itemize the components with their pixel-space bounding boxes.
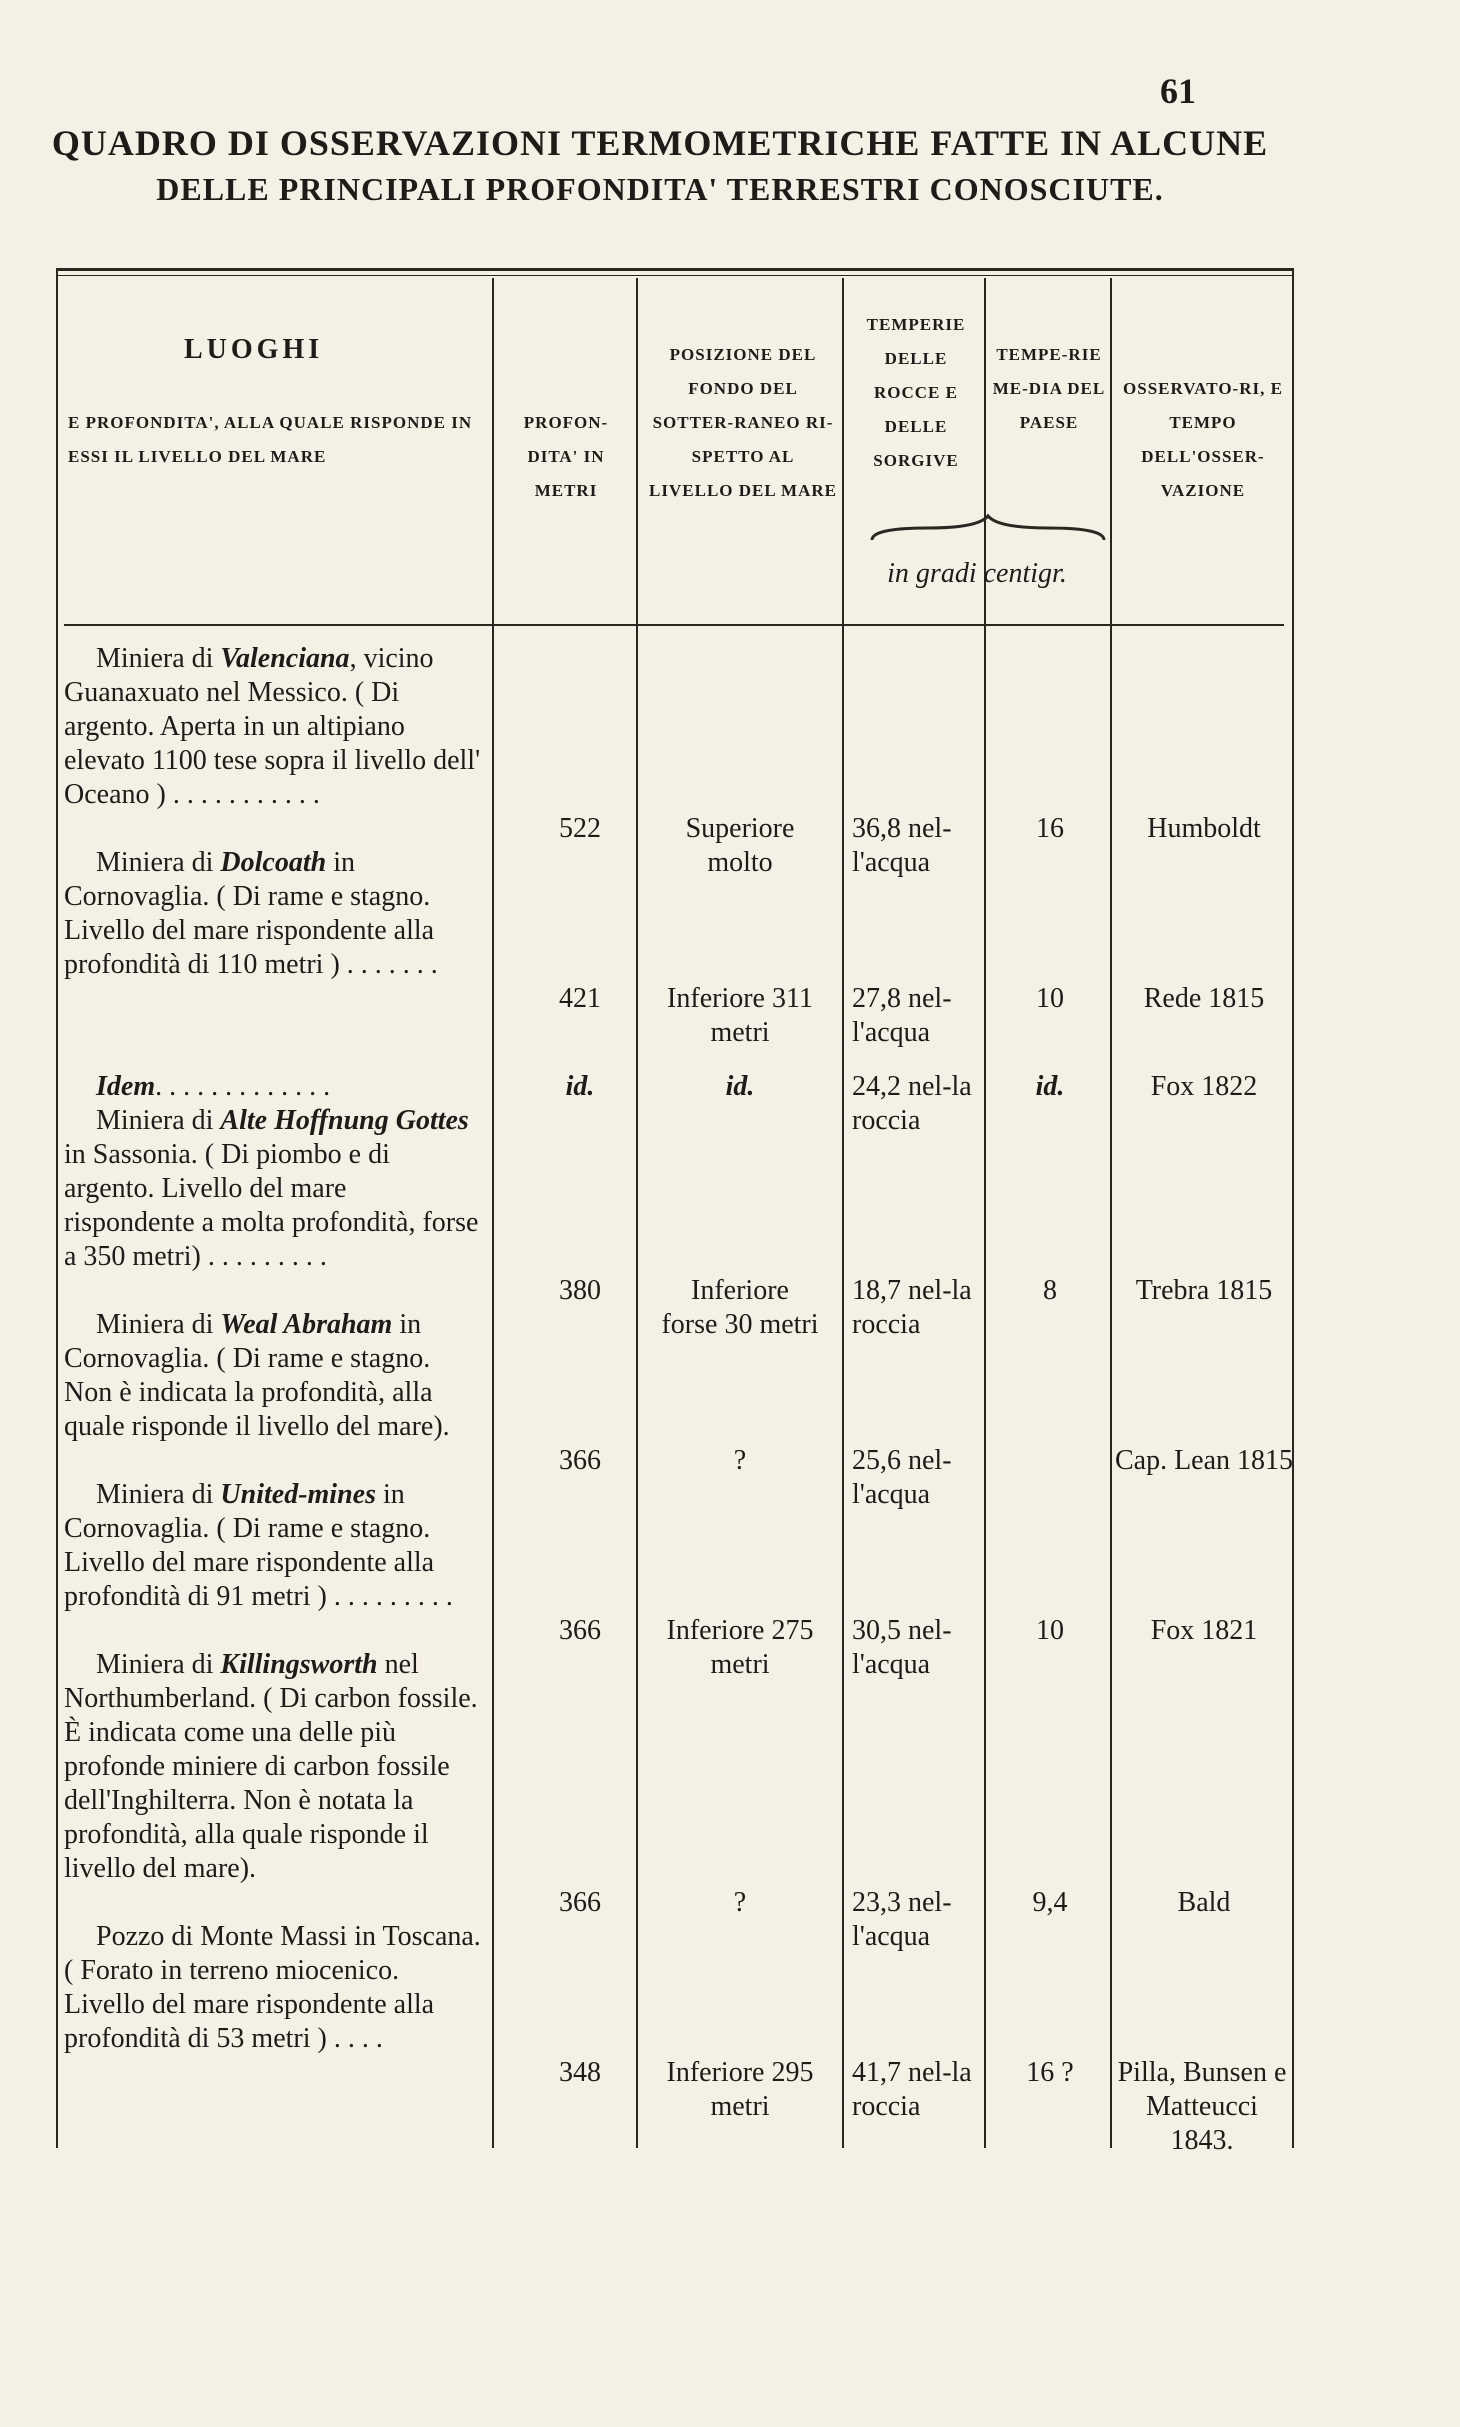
- row-4-temp-paese: 8: [1043, 1275, 1057, 1306]
- row-1-profondita: 522: [559, 813, 601, 844]
- row-7-place: Miniera di Killingsworth nel Northumberland. ( Di carbon fossile. È indicata come una delle più profonde miniere di carbon fossile dell'Inghilterra. Non è notata la profondità, alla quale risponde il livello del mare).: [64, 1649, 478, 1884]
- row-8-temp-rocce: 41,7 nel-la roccia: [852, 2057, 972, 2122]
- table-top-rule-2: [56, 275, 1294, 276]
- row-1-osservatore: Humboldt: [1147, 813, 1261, 844]
- row-6-profondita: 366: [559, 1615, 601, 1646]
- unit-label: in gradi centigr.: [887, 558, 1067, 589]
- row-1-temp-rocce: 36,8 nel-l'acqua: [852, 813, 952, 878]
- row-2-place: Miniera di Dolcoath in Cornovaglia. ( Di rame e stagno. Livello del mare rispondente alla profondità di 110 metri ) . . . . . . .: [64, 847, 438, 980]
- header-bottom-rule: [64, 624, 1284, 626]
- header-luoghi-sub: E PROFONDITA', ALLA QUALE RISPONDE IN ESSI IL LIVELLO DEL MARE: [68, 413, 473, 466]
- row-3-posizione: id.: [725, 1071, 755, 1102]
- row-8-temp-paese: 16 ?: [1026, 2057, 1074, 2088]
- row-8-osservatore: Pilla, Bunsen e Matteucci 1843.: [1117, 2057, 1287, 2156]
- col-rule-2: [636, 278, 638, 2148]
- row-6-posizione: Inferiore 275 metri: [666, 1615, 814, 1680]
- row-6-temp-rocce: 30,5 nel-l'acqua: [852, 1615, 952, 1680]
- header-luoghi: LUOGHI: [184, 334, 324, 365]
- title-line-1: QUADRO DI OSSERVAZIONI TERMOMETRICHE FATTE IN ALCUNE: [51, 123, 1269, 163]
- row-6-place: Miniera di United-mines in Cornovaglia. ( Di rame e stagno. Livello del mare rispondente alla profondità di 91 metri ) . . . . . . . . .: [64, 1479, 453, 1612]
- row-7-profondita: 366: [559, 1887, 601, 1918]
- row-6-temp-paese: 10: [1036, 1615, 1064, 1646]
- header-posizione: POSIZIONE DEL FONDO DEL SOTTER-RANEO RI-SPETTO AL LIVELLO DEL MARE: [649, 345, 837, 500]
- header-osservatori: OSSERVATO-RI, E TEMPO DELL'OSSER-VAZIONE: [1123, 379, 1283, 500]
- row-4-profondita: 380: [559, 1275, 601, 1306]
- row-3-temp-paese: id.: [1035, 1071, 1065, 1102]
- row-5-place: Miniera di Weal Abraham in Cornovaglia. ( Di rame e stagno. Non è indicata la profondità, alla quale risponde il livello del mare).: [64, 1309, 450, 1442]
- row-3-temp-rocce: 24,2 nel-la roccia: [852, 1071, 972, 1136]
- row-8-profondita: 348: [559, 2057, 601, 2088]
- row-1-temp-paese: 16: [1036, 813, 1064, 844]
- row-3-profondita: id.: [565, 1071, 595, 1102]
- table-top-rule: [56, 268, 1294, 271]
- row-5-posizione: ?: [733, 1445, 747, 1476]
- page-title: [0, 120, 1320, 212]
- row-3-place: Idem. . . . . . . . . . . . .: [96, 1071, 331, 1102]
- row-7-temp-rocce: 23,3 nel-l'acqua: [852, 1887, 952, 1952]
- row-4-posizione: Inferiore forse 30 metri: [661, 1275, 819, 1340]
- col-rule-5: [1110, 278, 1112, 2148]
- col-rule-6: [1292, 268, 1294, 2148]
- row-2-temp-paese: 10: [1036, 983, 1064, 1014]
- header-temperie-rocce: TEMPERIE DELLE ROCCE E DELLE SORGIVE: [866, 315, 966, 470]
- row-7-temp-paese: 9,4: [1032, 1887, 1068, 1918]
- row-1-place: Miniera di Valenciana, vicino Guanaxuato nel Messico. ( Di argento. Aperta in un altipiano elevato 1100 tese sopra il livello dell' Oceano ) . . . . . . . . . . .: [64, 643, 481, 810]
- row-3-osservatore: Fox 1822: [1150, 1071, 1258, 1102]
- col-rule-0: [56, 268, 58, 2148]
- header-temperie-paese: TEMPE-RIE ME-DIA DEL PAESE: [992, 345, 1106, 432]
- row-7-posizione: ?: [733, 1887, 747, 1918]
- row-4-osservatore: Trebra 1815: [1135, 1275, 1273, 1306]
- row-2-temp-rocce: 27,8 nel-l'acqua: [852, 983, 952, 1048]
- row-1-posizione: Superiore molto: [685, 813, 795, 878]
- unit-brace-icon: [868, 512, 1108, 546]
- row-4-place: Miniera di Alte Hoffnung Gottes in Sassonia. ( Di piombo e di argento. Livello del mare rispondente a molta profondità, forse a 350 metri) . . . . . . . . .: [64, 1105, 479, 1272]
- col-rule-1: [492, 278, 494, 2148]
- row-5-temp-rocce: 25,6 nel-l'acqua: [852, 1445, 952, 1510]
- row-2-osservatore: Rede 1815: [1143, 983, 1265, 1014]
- row-2-profondita: 421: [559, 983, 601, 1014]
- row-8-place: Pozzo di Monte Massi in Toscana. ( Forato in terreno miocenico. Livello del mare rispondente alla profondità di 53 metri ) . . . .: [64, 1921, 481, 2054]
- row-4-temp-rocce: 18,7 nel-la roccia: [852, 1275, 972, 1340]
- row-5-profondita: 366: [559, 1445, 601, 1476]
- row-6-osservatore: Fox 1821: [1150, 1615, 1258, 1646]
- row-2-posizione: Inferiore 311 metri: [667, 983, 813, 1048]
- observation-table: [56, 268, 1294, 2156]
- row-8-posizione: Inferiore 295 metri: [666, 2057, 814, 2122]
- row-5-osservatore: Cap. Lean 1815: [1114, 1445, 1294, 1476]
- page-number: 61: [1160, 71, 1196, 111]
- row-7-osservatore: Bald: [1177, 1887, 1231, 1918]
- header-profondita: PROFON-DITA' IN METRI: [523, 413, 609, 500]
- title-line-2: DELLE PRINCIPALI PROFONDITA' TERRESTRI CONOSCIUTE.: [156, 171, 1164, 207]
